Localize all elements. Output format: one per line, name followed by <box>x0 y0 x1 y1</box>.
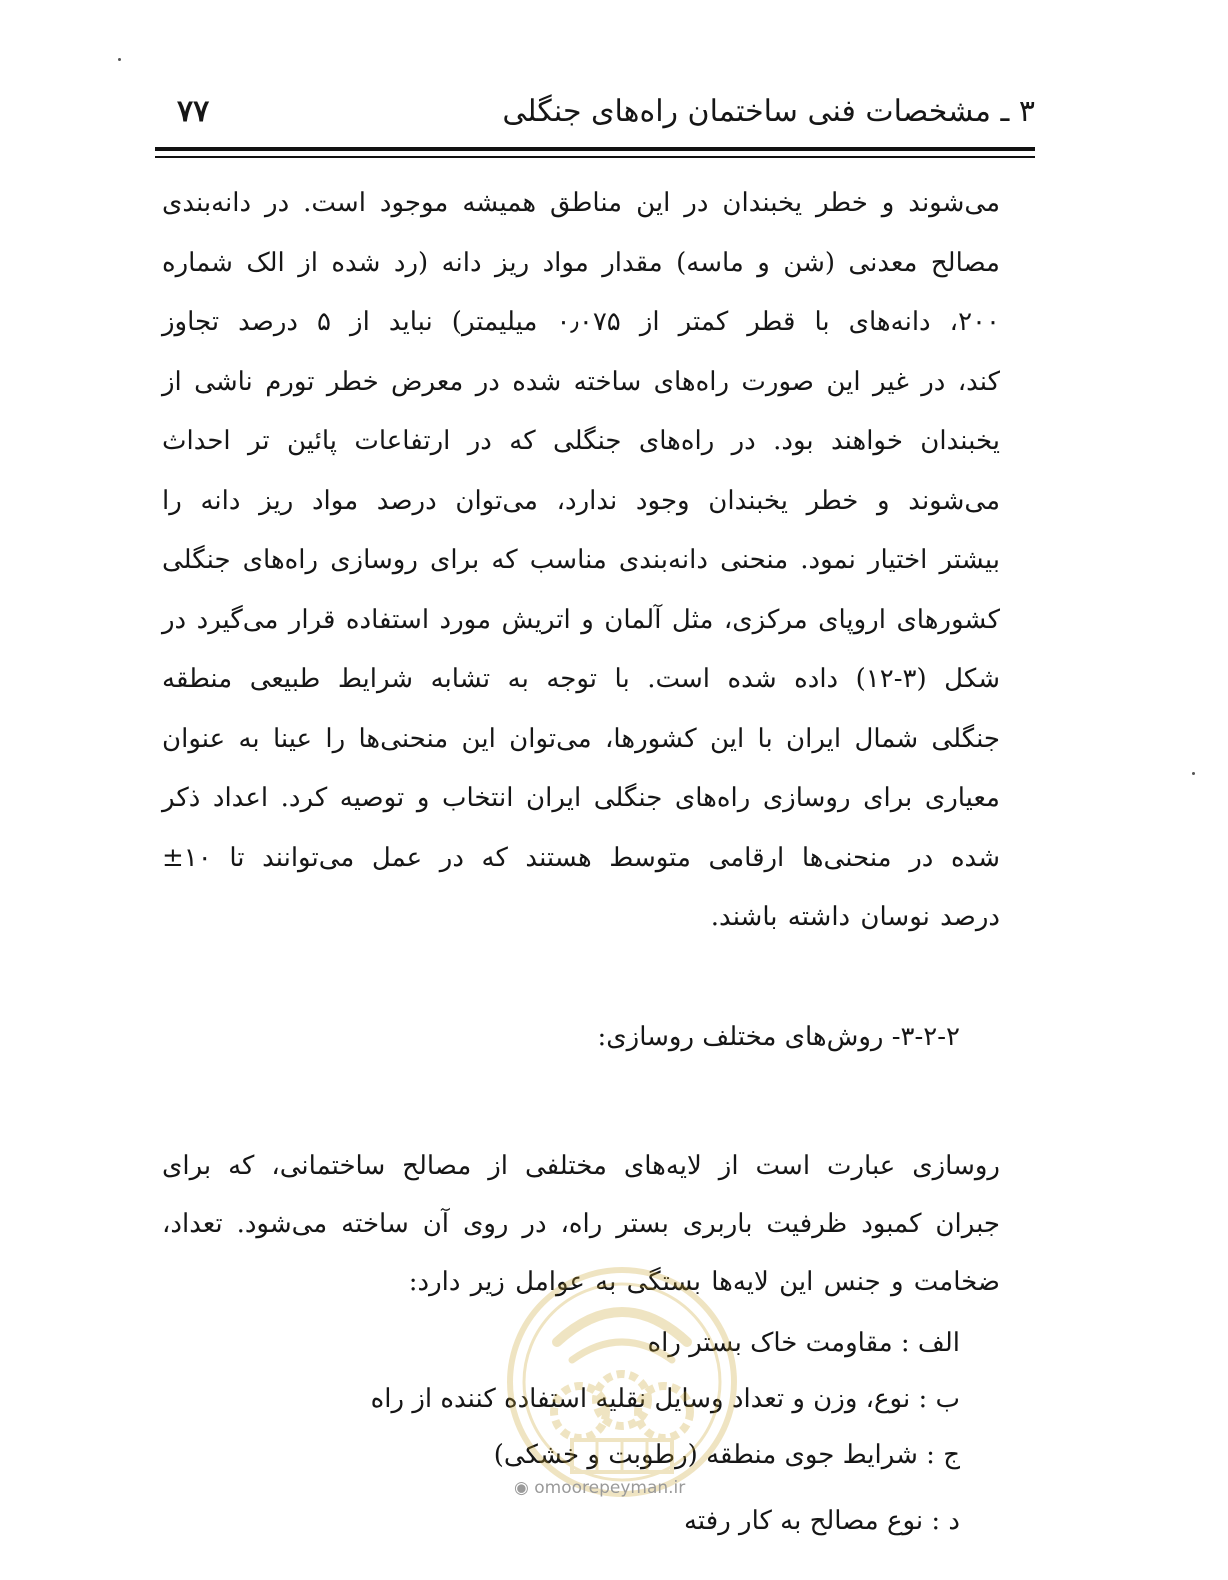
paragraph-line: کشورهای اروپای مرکزی، مثل آلمان و اتریش مورد استفاده قرار می‌گیرد در <box>162 604 1000 635</box>
scan-speck <box>1192 772 1195 775</box>
section-heading: ۳-۲-۲- روش‌های مختلف روسازی: <box>597 1022 960 1052</box>
list-item: الف : مقاومت خاک بستر راه <box>647 1328 960 1358</box>
header-rule-thin <box>155 156 1035 158</box>
paragraph-line: جبران کمبود ظرفیت باربری بستر راه، در روی آن ساخته می‌شود. تعداد، <box>162 1209 1000 1239</box>
paragraph-line: روسازی عبارت است از لایه‌های مختلفی از مصالح ساختمانی، که برای <box>162 1151 1000 1181</box>
paragraph-line: می‌شوند و خطر یخبندان در این مناطق همیشه موجود است. در دانه‌بندی <box>162 188 1000 218</box>
paragraph-line: شده در منحنی‌ها ارقامی متوسط هستند که در عمل می‌توانند تا ۱۰± <box>162 842 1000 873</box>
paragraph-line: ۲۰۰، دانه‌های با قطر کمتر از ۰٫۰۷۵ میلیمتر) نباید از ۵ درصد تجاوز <box>162 307 1000 337</box>
paragraph-line: جنگلی شمال ایران با این کشورها، می‌توان این منحنی‌ها را عینا به عنوان <box>162 723 1000 754</box>
list-item: ج : شرایط جوی منطقه (رطوبت و خشکی) <box>493 1440 960 1470</box>
body-paragraph <box>162 180 1000 954</box>
list-item: ب : نوع، وزن و تعداد وسایل نقلیه استفاده کننده از راه <box>370 1384 960 1414</box>
paragraph-line: بیشتر اختیار نمود. منحنی دانه‌بندی مناسب که برای روسازی راه‌های جنگلی <box>162 545 1000 575</box>
paragraph-line: مصالح معدنی (شن و ماسه) مقدار مواد ریز دانه (رد شده از الک شماره <box>162 247 1000 278</box>
page-number: ۷۷ <box>177 94 210 129</box>
paragraph-line: شکل (۳-۱۲) داده شده است. با توجه به تشابه شرایط طبیعی منطقه <box>162 664 1000 694</box>
paragraph-line: می‌شوند و خطر یخبندان وجود ندارد، می‌توان درصد مواد ریز دانه را <box>162 485 1000 516</box>
paragraph-line: ضخامت و جنس این لایه‌ها بستگی به عوامل زیر دارد: <box>408 1267 1000 1297</box>
page-header <box>155 88 1035 140</box>
watermark-seal-icon <box>502 1262 742 1502</box>
paragraph-line: معیاری برای روسازی راه‌های جنگلی ایران انتخاب و توصیه کرد. اعداد ذکر <box>162 783 1000 813</box>
watermark-url: ◉ omoorepeyman.ir <box>514 1478 686 1498</box>
paragraph-line: درصد نوسان داشته باشند. <box>710 902 1000 932</box>
paragraph-line: یخبندان خواهند بود. در راه‌های جنگلی که در ارتفاعات پائین تر احداث <box>162 426 1000 456</box>
watermark-url-text: omoorepeyman.ir <box>534 1478 686 1498</box>
list-item: د : نوع مصالح به کار رفته <box>683 1506 960 1536</box>
chapter-title: ۳ ـ مشخصات فنی ساختمان راه‌های جنگلی <box>502 94 1035 129</box>
paragraph-line: کند، در غیر این صورت راه‌های ساخته شده در معرض خطر تورم ناشی از <box>162 366 1001 397</box>
scan-speck <box>118 58 121 61</box>
header-rule-thick <box>155 147 1035 151</box>
